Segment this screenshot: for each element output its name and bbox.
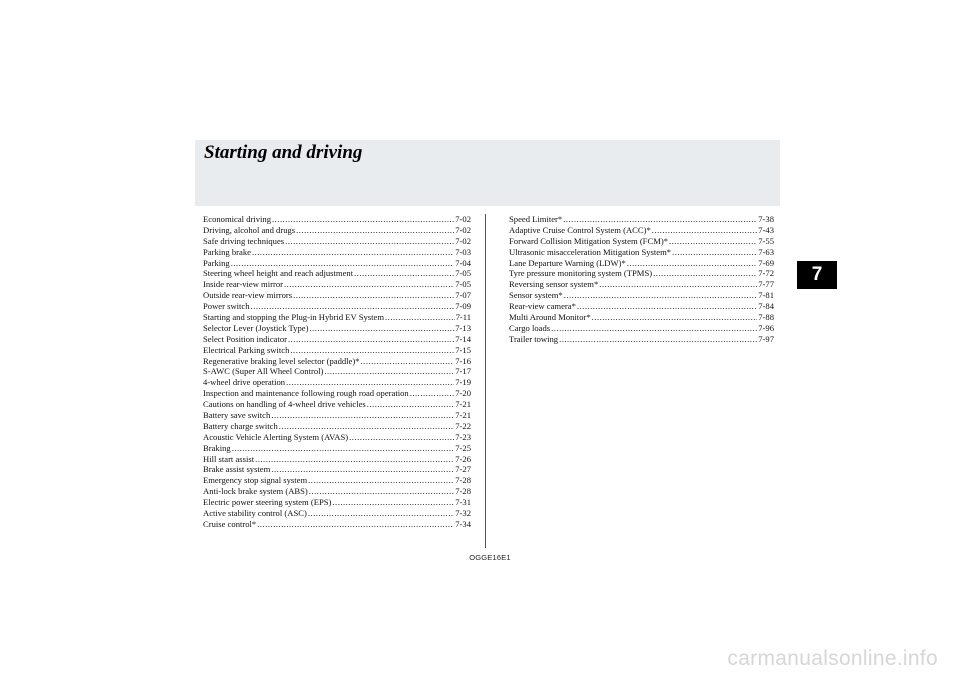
toc-dot-leader bbox=[288, 334, 454, 345]
toc-entry[interactable] bbox=[203, 236, 471, 247]
toc-entry-page: 7-32 bbox=[455, 508, 471, 519]
toc-entry[interactable] bbox=[203, 258, 471, 269]
toc-entry-title: Electric power steering system (EPS) bbox=[203, 497, 332, 508]
toc-entry[interactable] bbox=[203, 366, 471, 377]
toc-entry-title: Outside rear-view mirrors bbox=[203, 290, 293, 301]
toc-dot-leader bbox=[255, 454, 454, 465]
toc-dot-leader bbox=[559, 334, 757, 345]
toc-entry-title: Multi Around Monitor* bbox=[509, 312, 591, 323]
toc-entry-page: 7-77 bbox=[758, 279, 774, 290]
toc-entry-title: Steering wheel height and reach adjustment bbox=[203, 268, 354, 279]
chapter-tab[interactable]: 7 bbox=[797, 261, 837, 289]
toc-entry-page: 7-09 bbox=[455, 301, 471, 312]
toc-entry[interactable] bbox=[203, 247, 471, 258]
toc-entry[interactable] bbox=[509, 247, 774, 258]
toc-dot-leader bbox=[296, 225, 454, 236]
toc-entry[interactable] bbox=[509, 334, 774, 345]
toc-entry[interactable] bbox=[203, 388, 471, 399]
toc-entry-page: 7-69 bbox=[758, 257, 774, 268]
toc-entry[interactable] bbox=[203, 334, 471, 345]
toc-entry-page: 7-96 bbox=[758, 322, 774, 333]
toc-entry-page: 7-05 bbox=[455, 279, 471, 290]
toc-entry-page: 7-22 bbox=[455, 420, 471, 431]
toc-entry[interactable] bbox=[509, 323, 774, 334]
toc-dot-leader bbox=[332, 497, 454, 508]
toc-dot-leader bbox=[592, 312, 758, 323]
toc-entry-title: Starting and stopping the Plug-in Hybrid EV System bbox=[203, 312, 385, 323]
toc-dot-leader bbox=[324, 366, 454, 377]
toc-entry-title: Parking bbox=[203, 257, 230, 268]
watermark-text: carmanualsonline.info bbox=[727, 647, 938, 670]
toc-entry-page: 7-07 bbox=[455, 290, 471, 301]
toc-entry-title: Forward Collision Mitigation System (FCM)* bbox=[509, 235, 668, 246]
toc-dot-leader bbox=[564, 290, 758, 301]
toc-entry-page: 7-16 bbox=[455, 355, 471, 366]
toc-dot-leader bbox=[271, 464, 454, 475]
toc-entry-page: 7-27 bbox=[455, 464, 471, 475]
toc-entry[interactable] bbox=[203, 421, 471, 432]
toc-entry-title: Inspection and maintenance following rough road operation bbox=[203, 388, 409, 399]
toc-dot-leader bbox=[271, 410, 454, 421]
toc-entry-page: 7-21 bbox=[455, 410, 471, 421]
toc-entry-title: Power switch bbox=[203, 301, 250, 312]
toc-entry-page: 7-11 bbox=[455, 312, 471, 323]
toc-dot-leader bbox=[669, 236, 757, 247]
toc-entry-page: 7-38 bbox=[758, 214, 774, 224]
toc-entry[interactable] bbox=[509, 225, 774, 236]
toc-entry-title: Select Position indicator bbox=[203, 333, 288, 344]
toc-entry-title: Inside rear-view mirror bbox=[203, 279, 283, 290]
toc-dot-leader bbox=[293, 290, 454, 301]
toc-entry-page: 7-26 bbox=[455, 453, 471, 464]
toc-dot-leader bbox=[257, 519, 454, 530]
toc-entry-title: Lane Departure Warning (LDW)* bbox=[509, 257, 626, 268]
toc-entry[interactable] bbox=[203, 290, 471, 301]
toc-entry-title: Battery charge switch bbox=[203, 420, 278, 431]
toc-entry-page: 7-55 bbox=[758, 235, 774, 246]
toc-entry-page: 7-97 bbox=[758, 333, 774, 344]
toc-dot-leader bbox=[279, 421, 454, 432]
toc-entry-title: Regenerative braking level selector (paddle)* bbox=[203, 355, 360, 366]
toc-entry-page: 7-02 bbox=[455, 235, 471, 246]
toc-entry-title: Electrical Parking switch bbox=[203, 344, 290, 355]
toc-entry-title: Anti-lock brake system (ABS) bbox=[203, 486, 308, 497]
toc-entry-title: Braking bbox=[203, 442, 231, 453]
section-title: Starting and driving bbox=[204, 142, 363, 163]
toc-entry-page: 7-04 bbox=[455, 257, 471, 268]
toc-entry-title: Parking brake bbox=[203, 246, 251, 257]
toc-entry-page: 7-02 bbox=[455, 214, 471, 224]
toc-entry[interactable] bbox=[203, 312, 471, 323]
toc-entry-page: 7-31 bbox=[455, 497, 471, 508]
toc-entry[interactable] bbox=[203, 345, 471, 356]
toc-entry[interactable] bbox=[203, 464, 471, 475]
toc-left-column bbox=[203, 214, 471, 530]
toc-entry-title: Speed Limiter* bbox=[509, 214, 563, 224]
toc-entry-title: Brake assist system bbox=[203, 464, 271, 475]
toc-entry[interactable] bbox=[509, 290, 774, 301]
toc-entry[interactable] bbox=[203, 454, 471, 465]
toc-dot-leader bbox=[354, 268, 454, 279]
toc-entry-page: 7-84 bbox=[758, 301, 774, 312]
toc-entry[interactable] bbox=[203, 214, 471, 225]
toc-dot-leader bbox=[577, 301, 757, 312]
toc-dot-leader bbox=[232, 443, 455, 454]
toc-entry-title: 4-wheel drive operation bbox=[203, 377, 286, 388]
toc-dot-leader bbox=[286, 377, 454, 388]
toc-entry-page: 7-02 bbox=[455, 224, 471, 235]
toc-entry[interactable] bbox=[203, 356, 471, 367]
toc-dot-leader bbox=[672, 247, 757, 258]
toc-entry[interactable] bbox=[203, 432, 471, 443]
toc-entry-page: 7-28 bbox=[455, 486, 471, 497]
toc-entry[interactable] bbox=[509, 268, 774, 279]
toc-entry[interactable] bbox=[509, 301, 774, 312]
toc-entry-title: Economical driving bbox=[203, 214, 272, 224]
toc-dot-leader bbox=[385, 312, 455, 323]
toc-entry-title: Cargo loads bbox=[509, 322, 551, 333]
toc-dot-leader bbox=[309, 486, 454, 497]
toc-dot-leader bbox=[309, 323, 454, 334]
toc-entry-title: Cautions on handling of 4-wheel drive vehicles bbox=[203, 399, 366, 410]
toc-entry[interactable] bbox=[203, 519, 471, 530]
toc-entry-title: Battery save switch bbox=[203, 410, 271, 421]
toc-entry-title: Acoustic Vehicle Alerting System (AVAS) bbox=[203, 431, 349, 442]
toc-entry-page: 7-28 bbox=[455, 475, 471, 486]
toc-entry-page: 7-72 bbox=[758, 268, 774, 279]
toc-entry-title: Adaptive Cruise Control System (ACC)* bbox=[509, 224, 651, 235]
toc-entry[interactable] bbox=[203, 410, 471, 421]
toc-entry-page: 7-15 bbox=[455, 344, 471, 355]
toc-entry-title: Emergency stop signal system bbox=[203, 475, 308, 486]
toc-entry[interactable] bbox=[203, 508, 471, 519]
toc-entry-page: 7-88 bbox=[758, 312, 774, 323]
toc-entry[interactable] bbox=[509, 312, 774, 323]
toc-entry[interactable] bbox=[509, 214, 774, 225]
toc-dot-leader bbox=[410, 388, 455, 399]
toc-entry-title: Reversing sensor system* bbox=[509, 279, 599, 290]
toc-entry-page: 7-23 bbox=[455, 431, 471, 442]
toc-dot-leader bbox=[627, 258, 757, 269]
toc-entry-title: S-AWC (Super All Wheel Control) bbox=[203, 366, 324, 377]
toc-entry[interactable] bbox=[203, 475, 471, 486]
toc-entry-title: Ultrasonic misacceleration Mitigation System* bbox=[509, 246, 672, 257]
toc-dot-leader bbox=[361, 356, 455, 367]
toc-entry-title: Safe driving techniques bbox=[203, 235, 285, 246]
toc-dot-leader bbox=[551, 323, 757, 334]
toc-entry-title: Active stability control (ASC) bbox=[203, 508, 307, 519]
toc-entry-title: Sensor system* bbox=[509, 290, 563, 301]
toc-dot-leader bbox=[308, 508, 454, 519]
toc-entry-page: 7-17 bbox=[455, 366, 471, 377]
toc-entry[interactable] bbox=[203, 301, 471, 312]
toc-entry-page: 7-21 bbox=[455, 399, 471, 410]
toc-dot-leader bbox=[652, 225, 757, 236]
toc-entry-page: 7-63 bbox=[758, 246, 774, 257]
toc-dot-leader bbox=[653, 268, 757, 279]
toc-dot-leader bbox=[284, 279, 454, 290]
toc-entry-title: Trailer towing bbox=[509, 333, 559, 344]
toc-entry-title: Hill start assist bbox=[203, 453, 255, 464]
toc-entry[interactable] bbox=[203, 225, 471, 236]
toc-entry-page: 7-20 bbox=[455, 388, 471, 399]
toc-dot-leader bbox=[290, 345, 454, 356]
toc-entry-page: 7-14 bbox=[455, 333, 471, 344]
toc-entry-page: 7-43 bbox=[758, 224, 774, 235]
document-code: OGGE16E1 bbox=[469, 553, 511, 562]
toc-entry[interactable] bbox=[509, 258, 774, 269]
toc-dot-leader bbox=[272, 214, 454, 225]
toc-entry-title: Cruise control* bbox=[203, 518, 257, 529]
toc-entry[interactable] bbox=[203, 279, 471, 290]
toc-entry-page: 7-34 bbox=[455, 518, 471, 529]
toc-entry-page: 7-81 bbox=[758, 290, 774, 301]
toc-dot-leader bbox=[349, 432, 454, 443]
toc-entry-page: 7-13 bbox=[455, 322, 471, 333]
toc-dot-leader bbox=[599, 279, 757, 290]
toc-dot-leader bbox=[563, 214, 757, 225]
toc-dot-leader bbox=[285, 236, 454, 247]
toc-entry-page: 7-03 bbox=[455, 246, 471, 257]
toc-dot-leader bbox=[252, 247, 454, 258]
toc-entry-title: Driving, alcohol and drugs bbox=[203, 224, 296, 235]
toc-entry[interactable] bbox=[203, 486, 471, 497]
toc-dot-leader bbox=[308, 475, 454, 486]
toc-entry-page: 7-19 bbox=[455, 377, 471, 388]
toc-dot-leader bbox=[231, 258, 455, 269]
toc-right-column bbox=[509, 214, 774, 345]
toc-entry-title: Rear-view camera* bbox=[509, 301, 576, 312]
toc-entry[interactable] bbox=[203, 399, 471, 410]
toc-entry[interactable] bbox=[509, 236, 774, 247]
toc-entry[interactable] bbox=[203, 323, 471, 334]
toc-dot-leader bbox=[251, 301, 455, 312]
column-divider bbox=[485, 214, 486, 548]
toc-entry[interactable] bbox=[203, 497, 471, 508]
toc-entry-page: 7-05 bbox=[455, 268, 471, 279]
toc-entry-title: Tyre pressure monitoring system (TPMS) bbox=[509, 268, 653, 279]
toc-entry-title: Selector Lever (Joystick Type) bbox=[203, 322, 309, 333]
toc-entry[interactable] bbox=[203, 443, 471, 454]
toc-entry[interactable] bbox=[509, 279, 774, 290]
toc-entry[interactable] bbox=[203, 377, 471, 388]
toc-dot-leader bbox=[367, 399, 454, 410]
toc-entry[interactable] bbox=[203, 268, 471, 279]
toc-entry-page: 7-25 bbox=[455, 442, 471, 453]
